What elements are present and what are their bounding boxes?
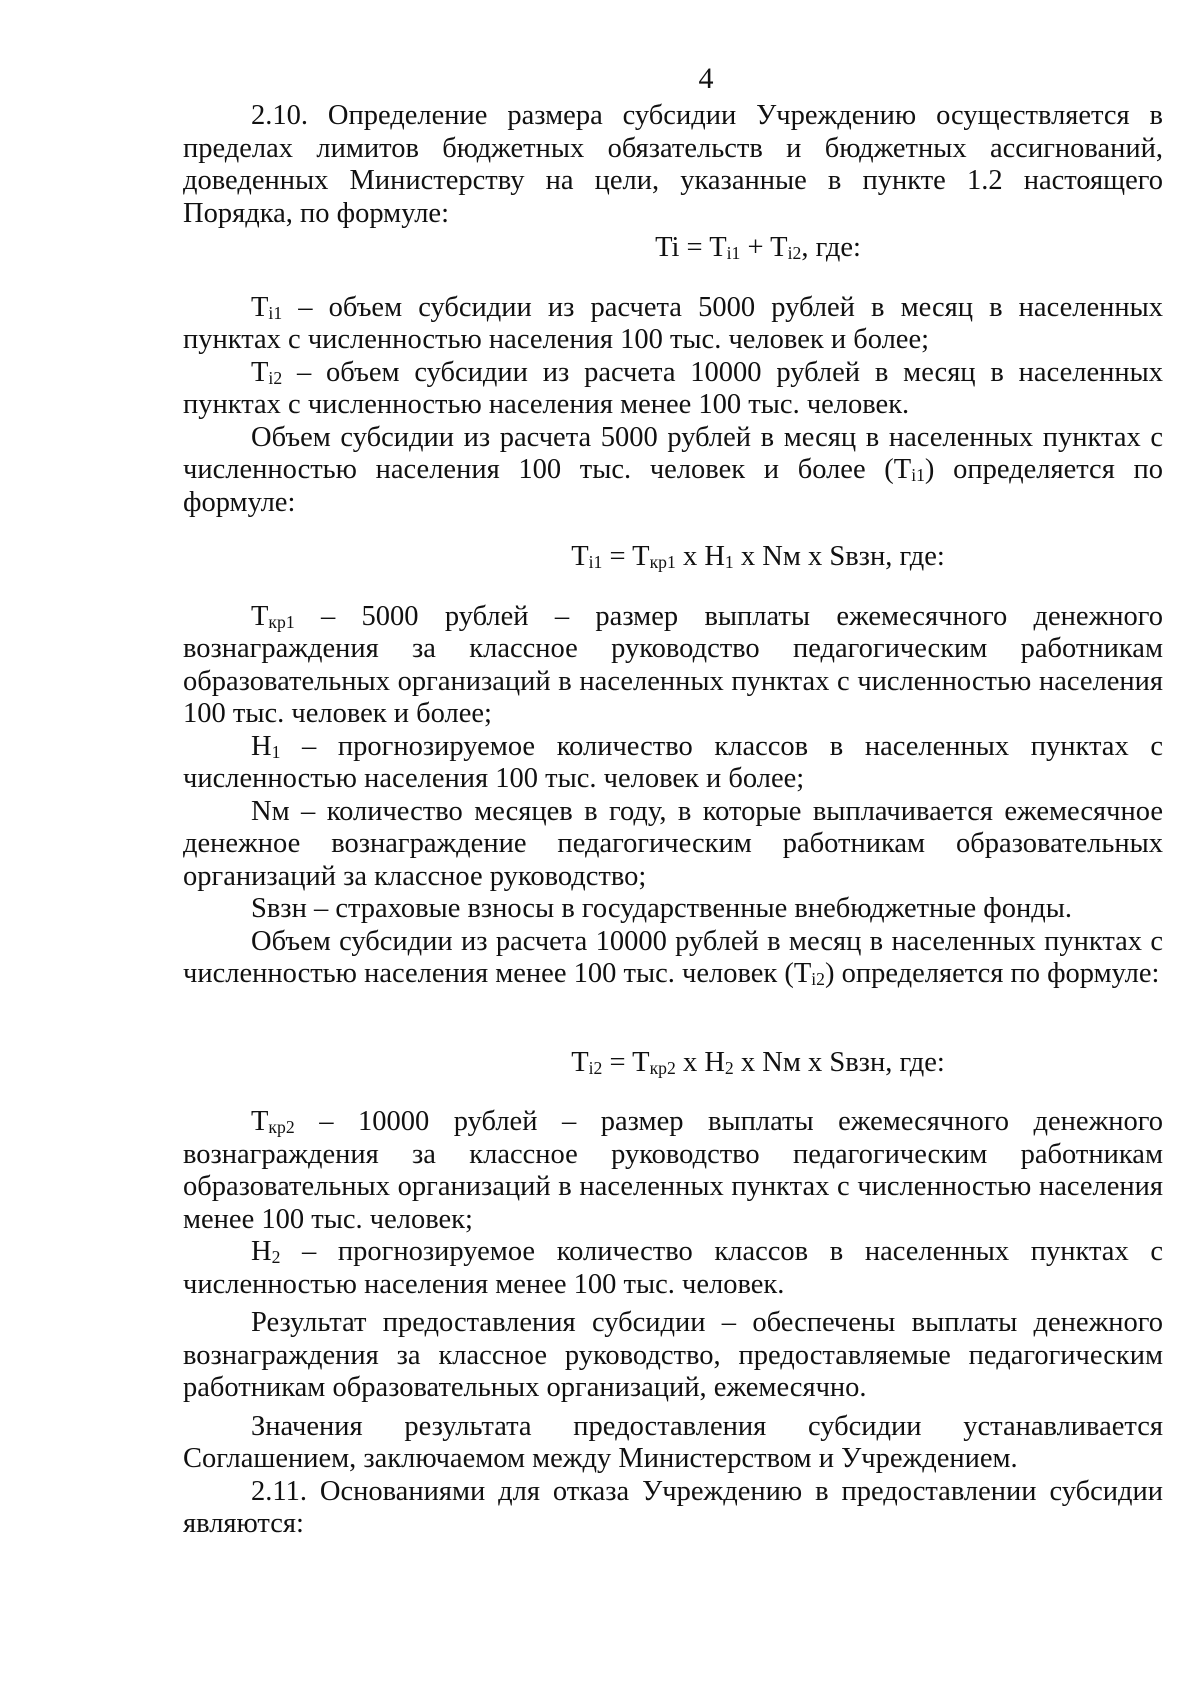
paragraph-volume-1: Объем субсидии из расчета 5000 рублей в месяц в населенных пунктах с численностью населения 100 тыс. человек и более $(T_{i1})$ определяется по формуле:: [183, 421, 1163, 518]
definition-h2: $H_2$ – прогнозируемое количество классов в населенных пунктах с численностью населения менее 100 тыс. человек.: [183, 1236, 1163, 1300]
definition-h1: $H_1$ – прогнозируемое количество классов в населенных пунктах с численностью населения 100 тыс. человек и более;: [183, 730, 1163, 794]
paragraph-2-10: 2.10. Определение размера субсидии Учреждению осуществляется в пределах лимитов бюджетных обязательств и бюджетных ассигнований, доведенных Министерству на цели, указанные в пункте 1.2 настоящего Порядка, по формуле:: [183, 100, 1163, 229]
formula-ti2: $T_{i2} = T_{кр2}$ x $H_2$ x Nм x Sвзн, где:: [571, 1046, 945, 1078]
definition-tkr1: $T_{кр1} - 5000$ рублей – размер выплаты ежемесячного денежного вознаграждения за классное руководство педагогическим работникам образовательных организаций в населенных пунктах с численностью населения 100 тыс. человек и более;: [183, 600, 1163, 729]
document-body: [183, 100, 1163, 1541]
definition-sv: Sвзн – страховые взносы в государственные внебюджетные фонды.: [251, 893, 1072, 924]
paragraph-2-11: 2.11. Основаниями для отказа Учреждению в предоставлении субсидии являются:: [183, 1475, 1163, 1539]
definition-tkr2: $T_{кр2} - 10000$ рублей – размер выплаты ежемесячного денежного вознаграждения за классное руководство педагогическим работникам образовательных организаций в населенных пунктах с численностью населения менее 100 тыс. человек;: [183, 1106, 1163, 1235]
page-number: 4: [698, 62, 714, 95]
paragraph-volume-2: Объем субсидии из расчета 10000 рублей в месяц в населенных пунктах с численностью населения менее 100 тыс. человек $(T_{i2})$ определяется по формуле:: [183, 925, 1163, 990]
paragraph-values: Значения результата предоставления субсидии устанавливается Соглашением, заключаемом между Министерством и Учреждением.: [183, 1410, 1163, 1474]
definition-nm: Nм – количество месяцев в году, в которые выплачивается ежемесячное денежное вознаграждение педагогическим работникам образовательных организаций за классное руководство;: [183, 795, 1163, 892]
definition-ti1: $T_{i1}$ – объем субсидии из расчета 5000 рублей в месяц в населенных пунктах с численностью населения 100 тыс. человек и более;: [183, 291, 1163, 355]
paragraph-result: Результат предоставления субсидии – обеспечены выплаты денежного вознаграждения за классное руководство, предоставляемые педагогическим работникам образовательных организаций, ежемесячно.: [183, 1307, 1163, 1403]
formula-ti1: $T_{i1} = T_{кр1}$ x $H_1$ x Nм x Sвзн, где:: [571, 541, 945, 573]
formula-total: $Ti = T_{i1} + T_{i2}$, где:: [655, 232, 861, 264]
definition-ti2: $T_{i2}$ – объем субсидии из расчета 10000 рублей в месяц в населенных пунктах с численностью населения менее 100 тыс. человек.: [183, 356, 1163, 420]
